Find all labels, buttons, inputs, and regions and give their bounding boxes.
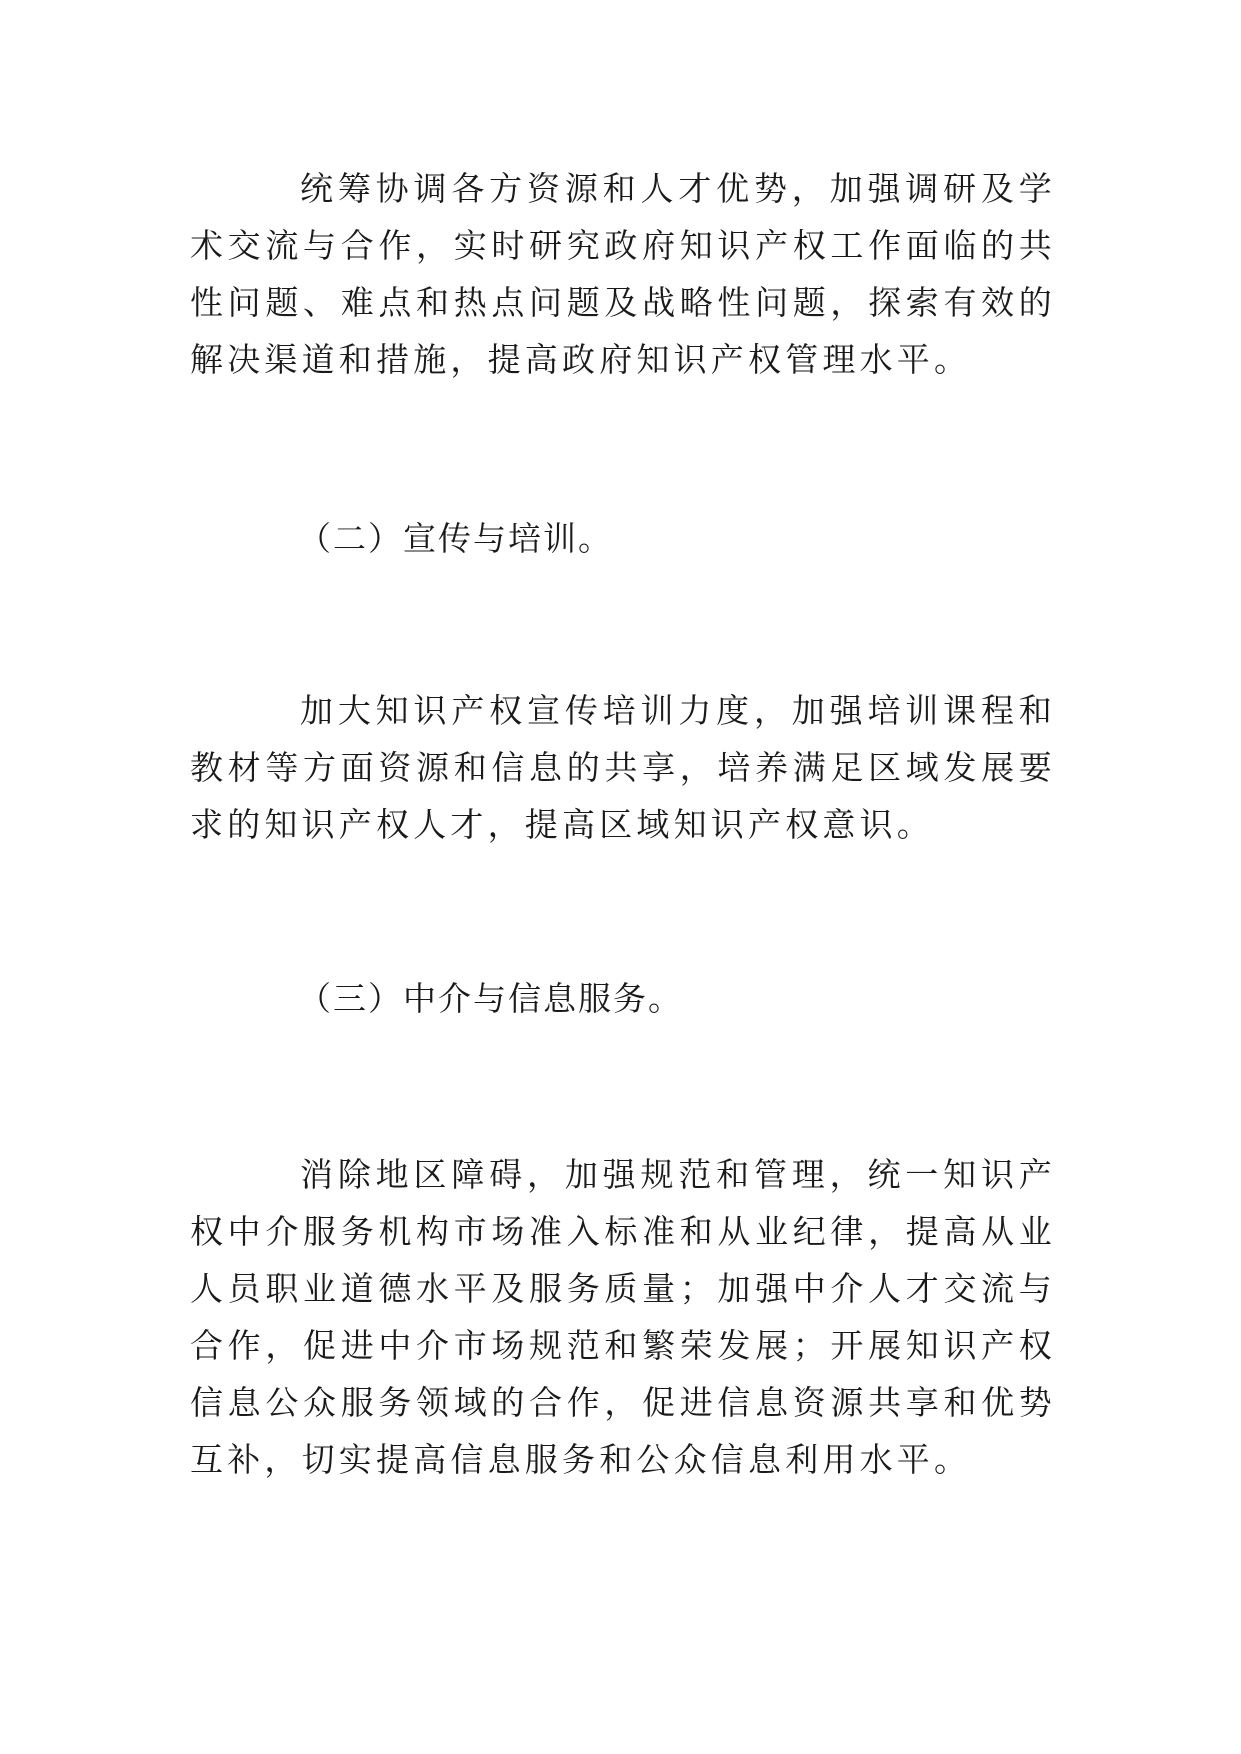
body-paragraph: 加大知识产权宣传培训力度，加强培训课程和教材等方面资源和信息的共享，培养满足区域发展要求的知识产权人才，提高区域知识产权意识。 bbox=[190, 691, 1056, 844]
section-heading: （三）中介与信息服务。 bbox=[298, 979, 683, 1018]
body-paragraph: 消除地区障碍，加强规范和管理，统一知识产权中介服务机构市场准入标准和从业纪律，提高从业人员职业道德水平及服务质量；加强中介人才交流与合作，促进中介市场规范和繁荣发展；开展知识产权信息公众服务领域的合作，促进信息资源共享和优势互补，切实提高信息服务和公众信息利用水平。 bbox=[190, 1155, 1056, 1479]
body-paragraph: 统筹协调各方资源和人才优势，加强调研及学术交流与合作，实时研究政府知识产权工作面临的共性问题、难点和热点问题及战略性问题，探索有效的解决渠道和措施，提高政府知识产权管理水平。 bbox=[190, 169, 1056, 379]
section-heading: （二）宣传与培训。 bbox=[298, 519, 613, 558]
